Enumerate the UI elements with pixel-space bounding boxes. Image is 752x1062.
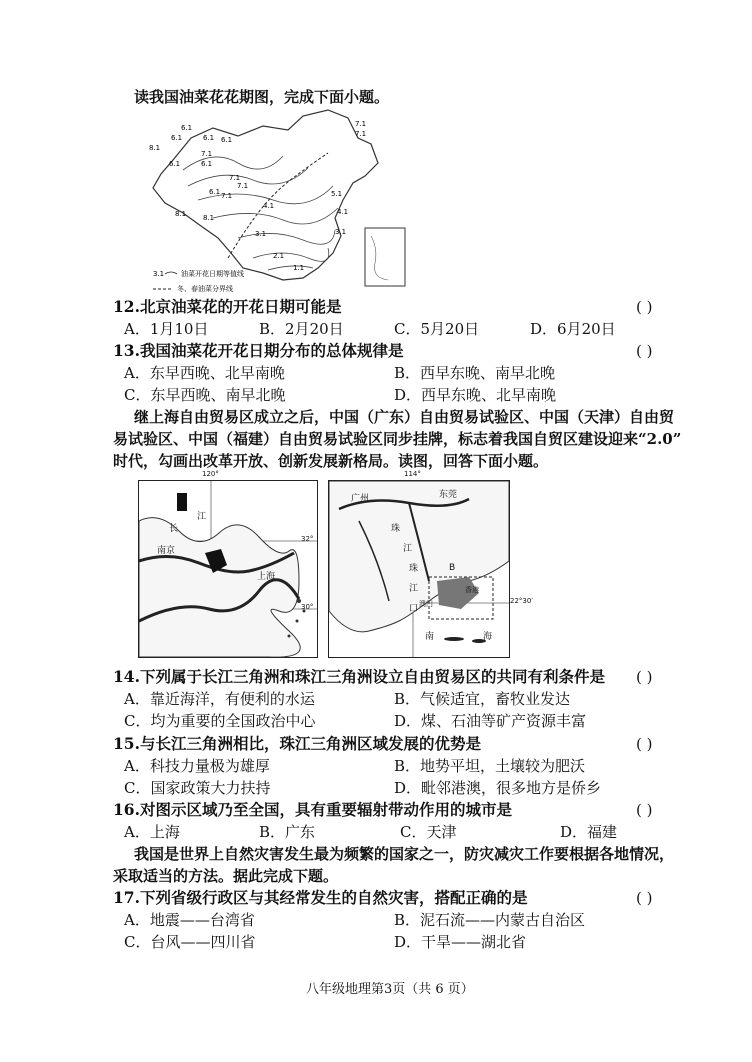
map-label-city: 东莞 [439, 490, 458, 500]
map-label: 口 [409, 604, 419, 614]
q14-option-b[interactable]: B．气候适宜，畜牧业发达 [394, 690, 571, 708]
map-label-city: 南京 [157, 546, 176, 556]
lat-label: 32° [301, 535, 314, 543]
map-label-city: 澳门 [419, 600, 433, 608]
q14-option-a[interactable]: A．靠近海洋，有便利的水运 [124, 690, 315, 708]
answer-bracket-14[interactable]: ( ) [636, 668, 653, 686]
contour-label: 3.1 [255, 230, 267, 238]
intro-text-2-line2: 易试验区、中国（福建）自由贸易试验区同步挂牌，标志着我国自贸区建设迎来“2.0” [113, 430, 682, 448]
q12-option-a[interactable]: A．1月10日 [124, 320, 209, 338]
contour-label: 1.1 [293, 264, 305, 272]
map-label: 江 [197, 512, 207, 522]
map-label-city: 上海 [257, 572, 276, 582]
q15-option-c[interactable]: C．国家政策大力扶持 [124, 779, 271, 797]
q12-option-b[interactable]: B．2月20日 [259, 320, 344, 338]
q12-option-c[interactable]: C．5月20日 [394, 320, 480, 338]
lat-label-22: 22°30′ [510, 597, 533, 605]
contour-label: 6.1 [221, 136, 233, 144]
question-15-stem: 15.与长江三角洲相比，珠江三角洲区域发展的优势是 [113, 734, 481, 753]
map-label: 珠 [409, 564, 419, 574]
question-17-stem: 17.下列省级行政区与其经常发生的自然灾害，搭配正确的是 [113, 888, 528, 907]
contour-label: 4.1 [337, 208, 349, 216]
q13-option-b[interactable]: B．西早东晚、南早北晚 [394, 364, 556, 382]
question-16-stem: 16.对图示区域乃至全国，具有重要辐射带动作用的城市是 [113, 800, 512, 819]
q13-option-c[interactable]: C．东早西晚、南早北晚 [124, 386, 286, 404]
q17-option-a[interactable]: A．地震——台湾省 [124, 911, 255, 929]
q16-option-c[interactable]: C．天津 [400, 823, 457, 841]
lat-label: 30° [301, 603, 314, 611]
intro-text-3-line2: 采取适当的方法。据此完成下题。 [113, 867, 339, 885]
contour-label: 6.1 [209, 188, 221, 196]
q14-option-c[interactable]: C．均为重要的全国政治中心 [124, 712, 316, 730]
contour-label: 6.1 [169, 160, 181, 168]
map-label-city: 香港 [465, 586, 479, 594]
contour-label: 8.1 [149, 144, 161, 152]
contour-label: 7.1 [201, 150, 213, 158]
answer-bracket-15[interactable]: ( ) [636, 735, 653, 753]
q14-option-d[interactable]: D．煤、石油等矿产资源丰富 [394, 712, 587, 730]
q15-option-a[interactable]: A．科技力量极为雄厚 [124, 757, 270, 775]
map-label: 长 [169, 524, 179, 534]
map-label: 珠 [391, 524, 401, 534]
q17-option-d[interactable]: D．干旱——湖北省 [394, 933, 527, 951]
yangtze-delta-svg [139, 481, 317, 657]
q16-option-d[interactable]: D．福建 [560, 823, 618, 841]
contour-label: 6.1 [203, 134, 215, 142]
question-14-stem: 14.下列属于长江三角洲和珠江三角洲设立自由贸易区的共同有利条件是 [113, 667, 605, 686]
question-12-stem: 12.北京油菜花的开花日期可能是 [113, 297, 342, 316]
map-label-mark: B [449, 563, 456, 573]
q13-option-a[interactable]: A．东早西晚、北早南晚 [124, 364, 285, 382]
q13-option-d[interactable]: D．西早东晚、北早南晚 [394, 386, 557, 404]
map-label: 江 [409, 584, 419, 594]
contour-label: 6.1 [171, 134, 183, 142]
contour-label: 6.1 [201, 160, 213, 168]
china-map-svg [143, 108, 413, 298]
answer-bracket-17[interactable]: ( ) [636, 889, 653, 907]
q17-option-b[interactable]: B．泥石流——内蒙古自治区 [394, 911, 586, 929]
legend-value: 3.1 [153, 270, 165, 278]
q16-option-a[interactable]: A．上海 [124, 823, 180, 841]
contour-label: 7.1 [355, 130, 367, 138]
contour-label: 2.1 [273, 252, 285, 260]
map-label: 南 [425, 632, 435, 642]
contour-label: 8.1 [175, 210, 187, 218]
q12-option-d[interactable]: D．6月20日 [530, 320, 616, 338]
contour-label: 7.1 [229, 174, 241, 182]
south-china-sea-inset [365, 228, 405, 286]
q17-option-c[interactable]: C．台风——四川省 [124, 933, 256, 951]
lon-label-120: 120° [202, 470, 219, 478]
legend-boundary-text: 冬、春油菜分界线 [177, 285, 233, 293]
pearl-delta-svg [329, 481, 509, 657]
legend-contour-text: 油菜开花日期等值线 [181, 270, 244, 278]
answer-bracket-16[interactable]: ( ) [636, 801, 653, 819]
map-label: 江 [403, 544, 413, 554]
intro-text-2-line3: 时代，勾画出改革开放、创新发展新格局。读图，回答下面小题。 [113, 452, 549, 470]
map-label: 海 [483, 632, 493, 642]
contour-label: 7.1 [355, 120, 367, 128]
answer-bracket-12[interactable]: ( ) [636, 298, 653, 316]
map-label-city: 广州 [351, 494, 370, 504]
intro-text-1: 读我国油菜花花期图，完成下面小题。 [134, 88, 390, 106]
page-footer: 八年级地理第3页（共 6 页） [306, 982, 474, 997]
contour-label: 8.1 [203, 214, 215, 222]
contour-label: 6.1 [181, 124, 193, 132]
contour-label: 5.1 [331, 190, 343, 198]
answer-bracket-13[interactable]: ( ) [636, 342, 653, 360]
contour-label: 4.1 [263, 202, 275, 210]
contour-label: 7.1 [221, 192, 233, 200]
q16-option-b[interactable]: B．广东 [259, 823, 316, 841]
intro-text-3-line1: 我国是世界上自然灾害发生最为频繁的国家之一，防灾减灾工作要根据各地情况， [134, 845, 675, 863]
rapeseed-flowering-map [143, 108, 413, 298]
contour-label: 3.1 [335, 228, 347, 236]
pearl-delta-map [328, 480, 510, 658]
q15-option-d[interactable]: D．毗邻港澳，很多地方是侨乡 [394, 779, 602, 797]
q15-option-b[interactable]: B．地势平坦，土壤较为肥沃 [394, 757, 586, 775]
lon-label-114: 114° [404, 470, 421, 478]
question-13-stem: 13.我国油菜花开花日期分布的总体规律是 [113, 341, 404, 360]
contour-label: 7.1 [237, 182, 249, 190]
yangtze-delta-map [138, 480, 318, 658]
intro-text-2-line1: 继上海自由贸易区成立之后，中国（广东）自由贸易试验区、中国（天津）自由贸 [134, 408, 675, 426]
